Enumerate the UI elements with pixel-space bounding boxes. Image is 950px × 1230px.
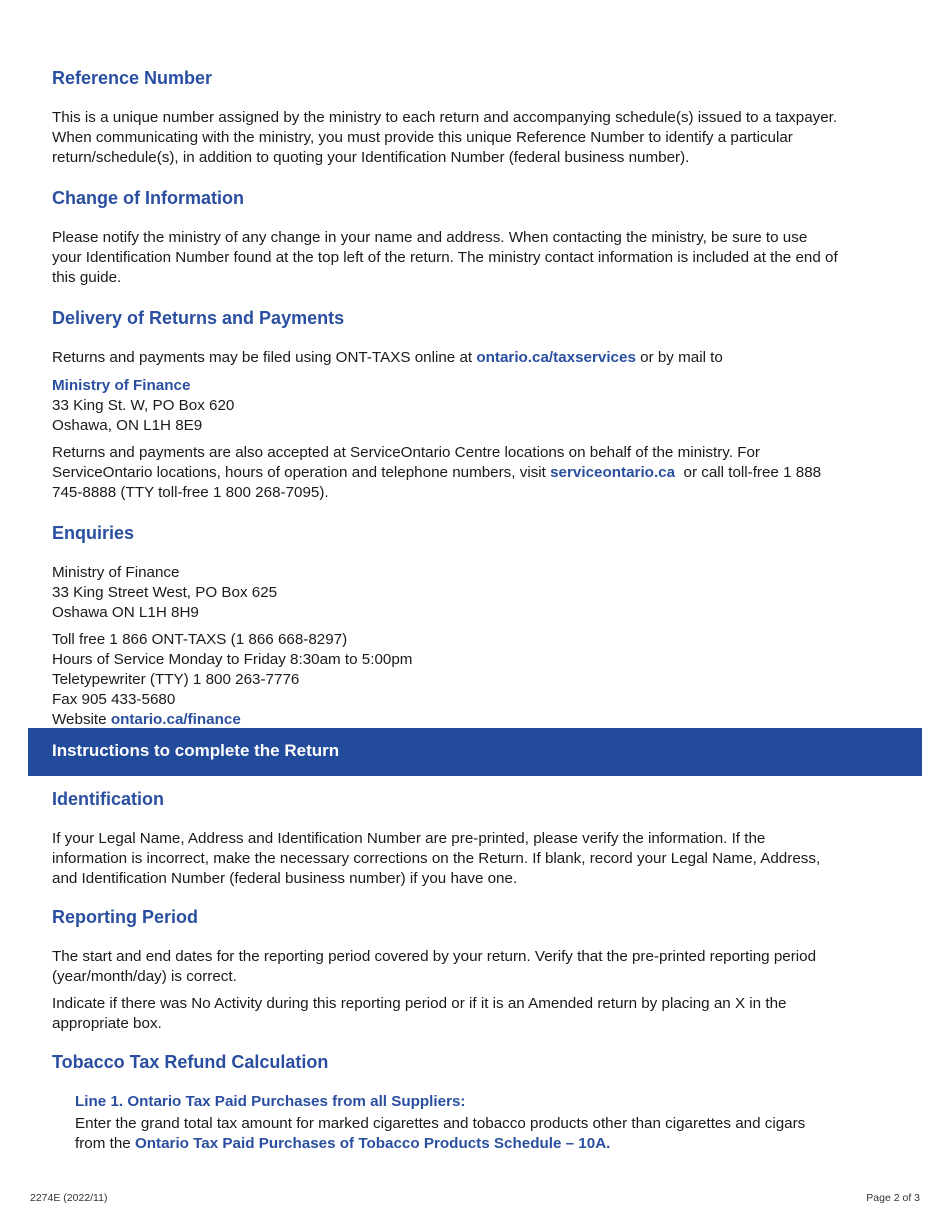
identification-heading: Identification bbox=[52, 789, 164, 809]
reference-number-body bbox=[52, 108, 912, 168]
mail-address-line-1: 33 King St. W, PO Box 620 bbox=[52, 397, 235, 414]
text-line: Returns and payments are also accepted at ServiceOntario Centre locations on behalf of the ministry. For bbox=[52, 444, 760, 461]
text-fragment: from the bbox=[75, 1135, 135, 1152]
text-line: This is a unique number assigned by the ministry to each return and accompanying schedule(s) issued to a taxpayer. bbox=[52, 109, 838, 126]
mail-org-name: Ministry of Finance bbox=[52, 377, 191, 394]
serviceontario-link[interactable]: serviceontario.ca bbox=[550, 464, 676, 481]
identification-body bbox=[52, 829, 912, 889]
text-fragment: or by mail to bbox=[635, 349, 723, 366]
change-of-information-body bbox=[52, 228, 912, 288]
instructions-section-band bbox=[28, 728, 922, 776]
text-fragment: ServiceOntario locations, hours of operation and telephone numbers, visit bbox=[52, 464, 551, 481]
enquiries-address-line-2: Oshawa ON L1H 8H9 bbox=[52, 604, 199, 621]
instructions-content bbox=[52, 787, 912, 1154]
text-line: Enter the grand total tax amount for marked cigarettes and tobacco products other than cigarettes and cigars bbox=[75, 1115, 806, 1132]
text-line: and Identification Number (federal business number) if you have one. bbox=[52, 870, 518, 887]
service-hours: Hours of Service Monday to Friday 8:30am to 5:00pm bbox=[52, 651, 413, 668]
text-fragment: Returns and payments may be filed using ONT-TAXS online at bbox=[52, 349, 477, 366]
finance-website-link[interactable]: ontario.ca/finance bbox=[110, 711, 241, 728]
fax-number: Fax 905 433-5680 bbox=[52, 691, 176, 708]
text-fragment: Website bbox=[52, 711, 111, 728]
form-identifier: 2274E (2022/11) bbox=[30, 1192, 108, 1204]
line-1-item bbox=[75, 1092, 912, 1154]
instructions-section-title: Instructions to complete the Return bbox=[52, 741, 340, 760]
text-line: 745-8888 (TTY toll-free 1 800 268-7095). bbox=[52, 484, 329, 501]
serviceontario-paragraph bbox=[52, 443, 912, 503]
taxservices-link[interactable]: ontario.ca/taxservices bbox=[476, 349, 636, 366]
delivery-intro bbox=[52, 348, 912, 368]
text-line: When communicating with the ministry, you must provide this unique Reference Number to identify a particular bbox=[52, 129, 793, 146]
text-line: Indicate if there was No Activity during this reporting period or if it is an Amended return by placing an X in the bbox=[52, 995, 787, 1012]
text-line: If your Legal Name, Address and Identification Number are pre-printed, please verify the information. If the bbox=[52, 830, 766, 847]
change-of-information-heading: Change of Information bbox=[52, 188, 244, 208]
text-fragment: or call toll-free 1 888 bbox=[675, 464, 822, 481]
text-line bbox=[52, 463, 912, 483]
line-1-title: Line 1. Ontario Tax Paid Purchases from all Suppliers: bbox=[75, 1093, 466, 1110]
enquiries-address-line-1: 33 King Street West, PO Box 625 bbox=[52, 584, 278, 601]
enquiries-org: Ministry of Finance bbox=[52, 564, 180, 581]
text-line: The start and end dates for the reporting period covered by your return. Verify that the pre-printed reporting period bbox=[52, 948, 817, 965]
enquiries-heading: Enquiries bbox=[52, 523, 135, 543]
reporting-period-body bbox=[52, 947, 912, 1034]
schedule-10a-link[interactable]: Ontario Tax Paid Purchases of Tobacco Products Schedule – 10A. bbox=[134, 1135, 611, 1152]
reference-number-heading: Reference Number bbox=[52, 68, 213, 88]
text-line: Please notify the ministry of any change in your name and address. When contacting the ministry, be sure to use bbox=[52, 229, 808, 246]
text-line bbox=[75, 1134, 912, 1154]
delivery-heading: Delivery of Returns and Payments bbox=[52, 308, 345, 328]
tobacco-refund-heading: Tobacco Tax Refund Calculation bbox=[52, 1052, 329, 1072]
text-line: return/schedule(s), in addition to quoting your Identification Number (federal business number). bbox=[52, 149, 690, 166]
tty-number: Teletypewriter (TTY) 1 800 263-7776 bbox=[52, 671, 300, 688]
toll-free: Toll free 1 866 ONT-TAXS (1 866 668-8297) bbox=[52, 631, 348, 648]
delivery-body bbox=[52, 348, 912, 503]
mail-address-line-2: Oshawa, ON L1H 8E9 bbox=[52, 417, 203, 434]
page-content bbox=[52, 66, 912, 730]
text-line: this guide. bbox=[52, 269, 122, 286]
text-line: information is incorrect, make the necessary corrections on the Return. If blank, record your Legal Name, Address, bbox=[52, 850, 821, 867]
page-number: Page 2 of 3 bbox=[866, 1192, 920, 1204]
enquiries-body bbox=[52, 563, 912, 730]
enquiries-contact bbox=[52, 630, 912, 730]
text-line: your Identification Number found at the top left of the return. The ministry contact information is included at the end of bbox=[52, 249, 838, 266]
text-line: (year/month/day) is correct. bbox=[52, 968, 237, 985]
text-line: appropriate box. bbox=[52, 1015, 162, 1032]
reporting-period-heading: Reporting Period bbox=[52, 907, 199, 927]
website-line bbox=[52, 710, 912, 730]
